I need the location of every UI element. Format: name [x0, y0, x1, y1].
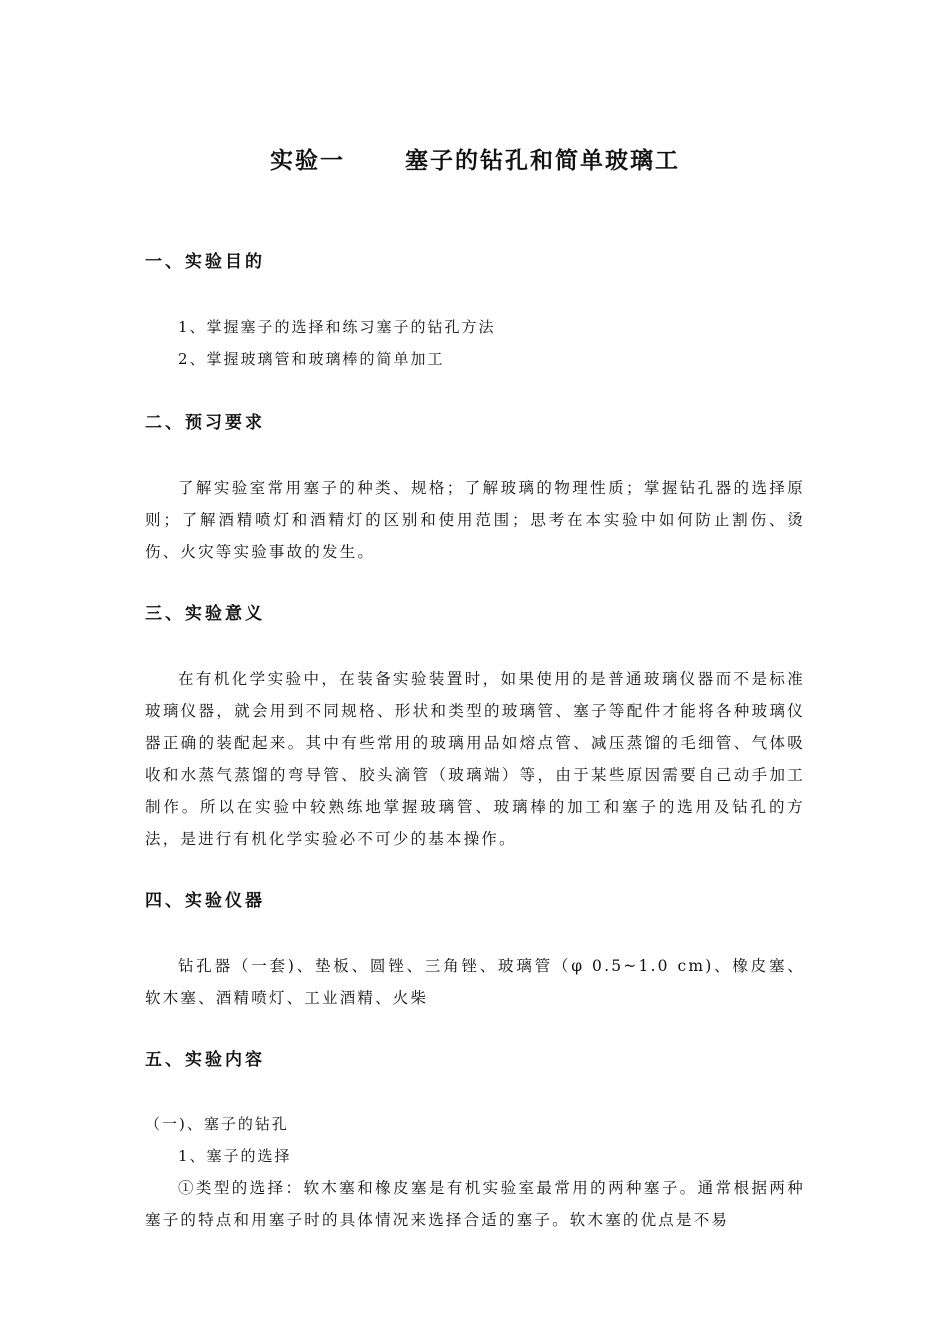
objectives-list [145, 311, 805, 375]
title-part-1: 实验一 [270, 148, 345, 174]
significance-paragraph: 在有机化学实验中，在装备实验装置时，如果使用的是普通玻璃仪器而不是标准玻璃仪器，就会用到不同规格、形状和类型的玻璃管、塞子等配件才能将各种玻璃仪器正确的装配起来。其中有些常用的玻璃用品如熔点管、减压蒸馏的毛细管、气体吸收和水蒸气蒸馏的弯导管、胶头滴管（玻璃端）等，由于某些原因需要自己动手加工制作。所以在实验中较熟练地掌握玻璃管、玻璃棒的加工和塞子的选用及钻孔的方法，是进行有机化学实验必不可少的基本操作。 [145, 670, 805, 848]
section-heading-objectives: 一、实验目的 [145, 252, 265, 272]
subsection-item: 1、塞子的选择 [178, 1147, 292, 1165]
section-heading-apparatus: 四、实验仪器 [145, 891, 265, 911]
content-paragraph: ①类型的选择：软木塞和橡皮塞是有机实验室最常用的两种塞子。通常根据两种塞子的特点和用塞子时的具体情况来选择合适的塞子。软木塞的优点是不易 [145, 1179, 805, 1229]
subsection-heading: （一)、塞子的钻孔 [145, 1115, 289, 1133]
section-heading-significance: 三、实验意义 [145, 604, 265, 624]
list-item: 1、掌握塞子的选择和练习塞子的钻孔方法 [178, 318, 496, 336]
apparatus-paragraph: 钻孔器（一套)、垫板、圆锉、三角锉、玻璃管（φ 0.5~1.0 cm)、橡皮塞、软木塞、酒精喷灯、工业酒精、火柴 [145, 957, 805, 1007]
page-title [145, 143, 805, 179]
section-heading-preview: 二、预习要求 [145, 413, 265, 433]
preview-paragraph: 了解实验室常用塞子的种类、规格；了解玻璃的物理性质；掌握钻孔器的选择原则；了解酒精喷灯和酒精灯的区别和使用范围；思考在本实验中如何防止割伤、烫伤、火灾等实验事故的发生。 [145, 479, 805, 561]
list-item: 2、掌握玻璃管和玻璃棒的简单加工 [178, 350, 445, 368]
section-heading-content: 五、实验内容 [145, 1050, 265, 1070]
title-part-2: 塞子的钻孔和简单玻璃工 [405, 148, 680, 174]
